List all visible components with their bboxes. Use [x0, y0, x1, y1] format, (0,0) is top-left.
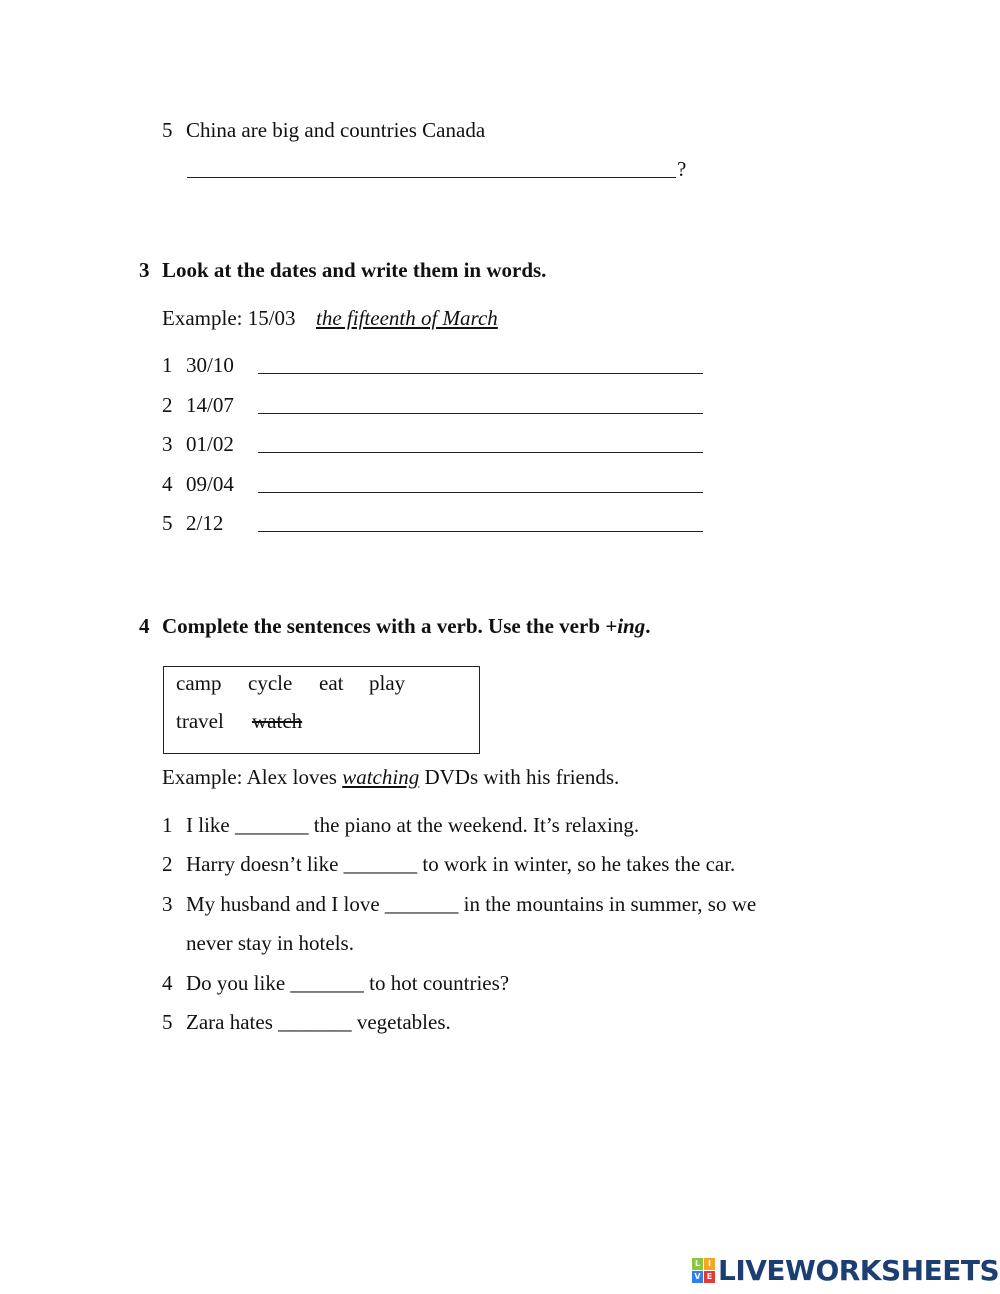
- prev-item-text: China are big and countries Canada: [186, 118, 486, 142]
- ex3-example-answer: the fifteenth of March: [316, 306, 498, 330]
- word-cycle: cycle: [248, 671, 293, 695]
- date-item-number: 4: [162, 472, 173, 496]
- ex4-example-answer: watching: [342, 765, 420, 789]
- ex4-heading-text: Complete the sentences with a verb. Use the verb: [162, 614, 606, 638]
- sentence-item-number: 5: [162, 1010, 173, 1034]
- date-answer-line[interactable]: [258, 492, 703, 493]
- word-eat: eat: [319, 671, 344, 695]
- word-travel: travel: [176, 709, 224, 733]
- date-answer-line[interactable]: [258, 531, 703, 532]
- date-item-number: 5: [162, 511, 173, 535]
- word-play: play: [369, 671, 406, 695]
- logo-tile: E: [704, 1271, 715, 1283]
- word-camp: camp: [176, 671, 222, 695]
- date-item-date: 09/04: [186, 472, 234, 496]
- answer-line[interactable]: [187, 177, 676, 178]
- sentence-item-text: never stay in hotels.: [186, 931, 354, 955]
- ex4-example: [162, 765, 619, 789]
- date-answer-line[interactable]: [258, 413, 703, 414]
- ex4-heading-end: .: [645, 614, 651, 638]
- date-answer-line[interactable]: [258, 452, 703, 453]
- date-item-date: 2/12: [186, 511, 224, 535]
- ex4-number: 4: [139, 614, 150, 638]
- ex3-example-label: Example: 15/03: [162, 306, 296, 330]
- date-item-date: 14/07: [186, 393, 234, 417]
- ex4-heading-em: +ing: [605, 614, 646, 638]
- sentence-item-number: 1: [162, 813, 173, 837]
- ex4-example-after: DVDs with his friends.: [419, 765, 620, 789]
- question-mark: ?: [677, 157, 687, 181]
- logo-tiles-icon: [692, 1258, 715, 1283]
- sentence-item-text: Harry doesn’t like _______ to work in winter, so he takes the car.: [186, 852, 736, 876]
- date-item-number: 2: [162, 393, 173, 417]
- logo-tile: V: [692, 1271, 703, 1283]
- sentence-item-number: 4: [162, 971, 173, 995]
- logo-tile: L: [692, 1258, 703, 1270]
- sentence-item-text: My husband and I love _______ in the mountains in summer, so we: [186, 892, 757, 916]
- word-watch: watch: [252, 709, 303, 733]
- sentence-item-text: Do you like _______ to hot countries?: [186, 971, 510, 995]
- ex3-number: 3: [139, 258, 150, 282]
- ex4-heading: [162, 614, 650, 638]
- date-answer-line[interactable]: [258, 373, 703, 374]
- logo-text: LIVEWORKSHEETS: [718, 1254, 1000, 1287]
- date-item-number: 1: [162, 353, 173, 377]
- sentence-item-text: Zara hates _______ vegetables.: [186, 1010, 451, 1034]
- sentence-item-number: 2: [162, 852, 173, 876]
- sentence-item-text: I like _______ the piano at the weekend. It’s relaxing.: [186, 813, 640, 837]
- logo-tile: I: [704, 1258, 715, 1270]
- ex3-heading: Look at the dates and write them in words.: [162, 258, 547, 282]
- date-item-number: 3: [162, 432, 173, 456]
- liveworksheets-logo: [692, 1254, 999, 1287]
- ex4-example-before: Example: Alex loves: [162, 765, 343, 789]
- date-item-date: 30/10: [186, 353, 234, 377]
- prev-item-number: 5: [162, 118, 173, 142]
- sentence-item-number: 3: [162, 892, 173, 916]
- date-item-date: 01/02: [186, 432, 234, 456]
